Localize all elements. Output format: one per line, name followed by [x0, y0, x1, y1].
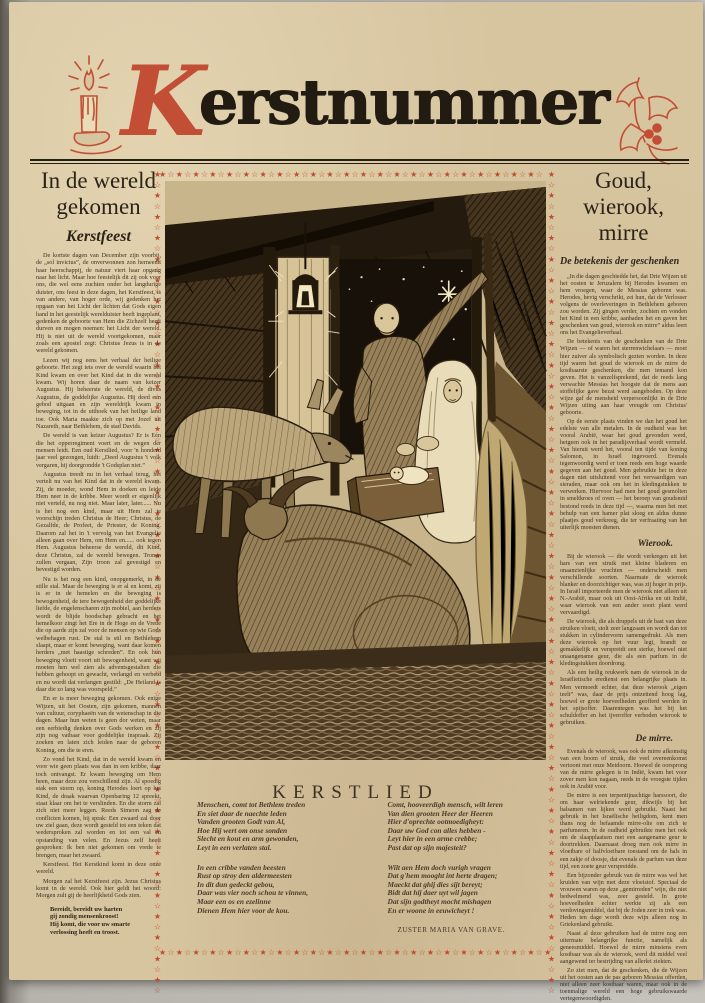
poem-line: In dit dun gedeckt gebou, — [197, 879, 275, 889]
newspaper-page — [9, 2, 703, 1003]
poem-line: Dat g'hem mooght int herte dragen; — [387, 871, 498, 881]
poem-line: En siet daar de naechte leden — [197, 808, 287, 818]
paragraph: Zo ziet men, dat de geschenken, die de Wijzen uit het oosten aan de pas geboren Messias offerden, niet alleen zeer kostbaar waren, maar ook in de toenmalige wereld een hoge gebruikswaarde vertegenwoordigden. — [560, 968, 687, 1003]
paragraph: Een bijzonder gebruik van de mirre was wel het kruiden van wijn met deze vloeistof. Speciaal de vrouwen waren op deze „gemirreden” wijn, die niet bedwelmend was, zeer gesteld. In grote hoeveelheden echter werkte zij als een verdovingsmiddel, dat bij de Joden zeer in trek was. Heden ten dage wordt deze wijn alleen nog in Griekenland gebruikt. — [560, 872, 687, 928]
paragraph: Augustus treedt nu in het verhaal terug, het vertelt nu van het Kind dat in de wereld kwam. Zij, de moeder, wond Hem in doeken en leide Hem neer in de kribbe. Meer wordt er eigenlijk niet verteld, nu nog niet. Maar later, later...... Nu is het nog een kind, maar uit Hem zal te voorschijn treden Christus de Heer; Christus, de Gezalfde, de Profeet, de Priester, de Koning. Daarom zal het in 't vervolg van het Evangelie alleen gaan over Hem, om Hem en...... ook tegen Hem. Augustus beheerse de wereld, dit Kind, deze Christus, zal de wereld bewegen. Tronen zullen vergaan, Zijn troon zal gevestigd en bevestigd worden. — [36, 470, 161, 574]
stanza — [388, 864, 543, 916]
poem-line: Comt, hooveerdigh mensch, wilt leren — [387, 800, 503, 809]
poem-line: Maeckt dat ghij dies sijt bereyt; — [387, 879, 483, 889]
paragraph: En er is meer beweging gekomen. Ook enige Wijzen, uit het Oosten, zijn gekomen, mannen van cultuur, coryphaeën van de wetenschap in die dagen. Maar hun weten is geen dor weten, maar een eerbiedig denken over Gods werken en zij zijn nog vatbaar voor goddelijke inspraak. Zij zoeken en laten zich leiden naar de geboren Koning, om die te eren. — [36, 695, 161, 754]
right-article-subtitle: De betekenis der geschenken — [560, 256, 680, 267]
poem-line: Bidt dat hij daer uyt wil jagen — [387, 888, 478, 898]
poem-line: Wilt aen Hem doch vurigh vragen — [387, 862, 491, 872]
paragraph: Op de eerste plaats vinden we dan het goud het edelste van alle metalen. In de oudheid was het vooral Arabië, waar het goud gevonden werd, hetgeen ook in het paradijsverhaal wordt vermeld. Van hieruit werd het, vooral ten tijde van koning Salomon, in Israël ingevoerd. Evenals tegenwoordig werd er toen reeds een hoge waarde gegeven aan het goud. Men gebruikte het in deze dagen niet uitsluitend voor het vervaardigen van sieraden, maar ook om het in kledingstukken te verwerken. Hiervoor had men het goud gesmolten in smeltkroes of oven — het beroep van goudsmid bestond reeds in deze tijd —, waarna men het met behulp van een hamer plat sloeg en aldus dunne plaatjes goud verkreeg, die ter verfraaiing van het uiterlijk moesten dienen. — [560, 418, 687, 531]
title-initial: K — [121, 45, 199, 158]
poem-signature: ZUSTER MARIA VAN GRAVE. — [397, 926, 506, 935]
poem-line: Hier d'oprechte ootmoedigheyt: — [387, 817, 484, 827]
paragraph: De betekenis van de geschenken van de Drie Wijzen — of waren het sterrenwichelaars — moet hier zuiver als symbolisch gezien worden. In deze tijd waren het goud de wierook en de mirre de kostbaarste geschenken, die men iemand kon geven. Het is vanzelfsprekend, dat de reeds lang verwachte Messias het hoogste dat de mens aan stoffelijke gave bezat werd aangeboden. Op deze wijze gaf de mensheid verpersoonlijkt in de Drie Wijzen uiting aan haar vreugde om Christus' geboorte. — [560, 339, 687, 416]
paragraph: Bij de wierook — die wordt verkregen uit het hars van een struik met kleine bladeren en onaanzienlijke vruchten — onderscheidt men verschillende soorten. Naarmate de wierook blanker en doorzichtiger was, was zij hoger in prijs. In Israël importeerde men de wierook niet alleen uit N.-Arabië, maar ook uit Oost-Afrika en uit Indië, waar wierook van een ander soort plant werd vervaardigd. — [560, 553, 687, 617]
poem-line: Daar was vier noch schou te vinnen, — [197, 888, 309, 898]
right-title-line1: Goud, wierook, — [582, 168, 665, 219]
stanza — [197, 864, 352, 916]
poem-line: In een cribbe vanden beesten — [197, 862, 286, 872]
paragraph: De kortste dagen van December zijn voorbij, de „sol invictus”, de onverwonnen zon herneemt haar heerschappij, de natuur viert haar opgang naar het licht. Maar hoe feestelijk dit zij ook voor ons, die wel eens zuchten onder het langdurige duister, ons feest in deze dagen, het Kerstfeest, is van andere, van hoger orde, wij gedenken het opgaan van het Licht der lichten dat Gods eigen hand in het geestelijk werelduister heeft ingeplant, gedenken de geboorte van Hem die Zichzelf heeft durven en mogen noemen: het Licht der wereld. Hij is niet uit de wereld voortgekomen, maar zoals een apostel zegt: Christus Jezus is in de wereld gekomen. — [36, 252, 161, 355]
poem-line: Leyt in een verlaten stal. — [197, 842, 272, 852]
paragraph: Evenals de wierook, was ook de mirre afkomstig van een boom of struik, die veel overeenkomst vertoont met onze Meidoorn. Hoewel de oorsprong van de mirre gelegen is in Indië, kwam het voor zover men kon nagaan, reeds in de vroegste tijden ook in Arabië voor. — [560, 748, 687, 791]
paragraph: De wereld is van keizer Augustus? Er is Eén die het opperregiment voert en de wegen der mensen leidt. Een oud Kerstlied, voor 'n honderd jaar veel gezongen, luidt: „Deed Augustus 't volk vergaren, hij doorgrondde 't Godsplan niet.” — [36, 432, 161, 469]
poem-line: Van dien grooten Heer der Heeren — [387, 808, 493, 818]
paragraph: Kerstfeest. Het Kerstkind komt in deze onze wereld. — [36, 860, 161, 876]
right-article — [560, 168, 687, 1003]
poem-line: Dienen Hem hier voor de kou. — [197, 905, 290, 915]
poem-column — [388, 801, 543, 934]
section-heading: De mirre. — [635, 733, 673, 744]
closing-verse — [50, 906, 161, 937]
star-border-bottom: ★☆★☆★☆★☆★☆★☆★☆★☆★☆★☆★☆★☆★☆★☆★☆★☆★☆★☆★☆★☆★☆★☆★☆★ — [159, 948, 553, 957]
poem-line: Hoe Hij wert om onse sonden — [197, 825, 288, 835]
masthead-area — [31, 45, 691, 160]
poem-line: En er woone in eeuwicheyt ! — [387, 905, 475, 915]
poem-line: Vanden grooten Godt van Al, — [197, 817, 286, 827]
verse-line: gij zondig mensenkroost! — [50, 913, 119, 921]
poem-line: Menschen, comt tot Bethlem treden — [197, 800, 306, 809]
poem-line: Past dat op sijn majesteit? — [387, 842, 467, 852]
poem-line: Slecht en kout en arm gewonden, — [197, 834, 299, 844]
left-article — [36, 168, 162, 997]
poem-column — [197, 801, 352, 934]
header-rule — [30, 159, 689, 161]
poem-line: Maar een os en ezelinne — [197, 896, 271, 906]
left-title-line1: In de wereld — [41, 168, 156, 193]
page-title — [121, 45, 608, 158]
paragraph: De mirre is een terpentijnachtige harssoort, die om haar welriekende geur, dikwijls bij het balsamen van lijken werd gebruikt. Naast het gebruik in het Israëlische heiligdom, kent men thans nog de befaamde mirre-olie om zich te parfumeren. In de oudheid gebruikte men het ook om de slaapplaatsen met een aangename geur te doortrekken. Daarnaast droeg men ook mirre in vloeibare of halfvloeibare toestand om de hals in een zakje of doosje, dat evenals de parfum van deze tijd, een zoete geur verspreidde. — [560, 793, 687, 870]
paragraph: Als een heilig reukwerk nam de wierook in de Israëlietische eredienst een belangrijke plaats in. Men vermoedt echter, dat deze wierook „eigen teelt” was, daar de prijs ontzettend hoog lag, hoewel er grote hoeveelheden geofferd werden in het spijsoffer. Daarentegen was het bij het schuldoffer en het ijveroffer verboden wierook te gebruiken. — [560, 670, 687, 726]
verse-line: Hij komt, die voor uw smarte — [50, 921, 131, 929]
left-title-line2: gekomen — [56, 194, 141, 219]
left-article-title — [36, 168, 161, 220]
poem-line: Rust op stroy den aldermeesten — [197, 871, 292, 881]
star-border-right: ★☆★☆★☆★☆★☆★☆★☆★☆★☆★☆★☆★☆★☆★☆★☆★☆★☆★☆★☆★☆★☆★☆★☆★☆★☆★☆★☆★☆★☆★☆★☆★☆★☆★☆★☆★☆★☆★☆★☆ — [547, 170, 556, 997]
star-border-left: ★☆★☆★☆★☆★☆★☆★☆★☆★☆★☆★☆★☆★☆★☆★☆★☆★☆★☆★☆★☆★☆★☆★☆★☆★☆★☆★☆★☆★☆★☆★☆★☆★☆★☆★☆★☆★☆★☆★☆ — [153, 170, 162, 997]
right-article-title — [560, 168, 687, 246]
paragraph: Naast al deze gebruiken had de mirre nog een uitermate belangrijke functie, namelijk als geneesmiddel. Hoewel de mirre minstens even kostbaar was als de wierook, werd dit middel veel aangewend ter bestrijding van allerlei ziekten. — [560, 930, 687, 966]
header-rule-2 — [30, 163, 689, 164]
paragraph: Nu is het nog een kind, onopgemerkt, in de stille stal. Maar de beweging is er al en komt, zij is er in de hemelen en die beweging is bewogenheid, de tere bewogenheid der goddelijke liefde, de engelenscharen zijn mobiel, aan herders wordt de blijde boodschap gebracht en het hemelkoor zingt het Ere in de Hoge en de Vrede die op aarde zijn zal voor de mensen op wie Gods welbehagen rust. De stal is stil en Bethlehem slaapt, maar er komt beweging, want daar komen herders „met haastige schreden”. En ook hun beweging vloeit voort uit bewogenheid, want wij moeten hen wel zien als adventsgestalten die hebben gehoopt en gewacht, verlangd en verbeid en nu wordt dat verlangen gestild: „De Heiland is daar die zo lang was voorspeld.” — [36, 575, 161, 693]
paragraph: De wierook, die als druppels uit de bast van deze struiken vloeit, stolt zeer langzaam en wordt dan tot stukken in cylindervorm samengedrukt. Als men deze wierook op het vuur legt, brandt ze gemakkelijk en verspreidt een sterke, hoewel niet onaangename geur, die als een parfum in de kledingstukken doordrong. — [560, 619, 687, 668]
holly-icon — [605, 72, 691, 168]
poem — [197, 801, 542, 934]
poem-line: Daar uw God con alles hebben - — [387, 825, 486, 835]
left-article-subtitle: Kerstfeest — [66, 228, 131, 245]
verse-line: Bereidt, bereidt uw harten — [50, 905, 123, 913]
right-title-line2: mirre — [598, 220, 649, 245]
title-rest: erstnummer — [198, 65, 608, 138]
poem-title: KERSTLIED — [272, 781, 439, 803]
stanza — [388, 801, 543, 853]
section-heading: Wierook. — [637, 538, 673, 549]
nativity-illustration — [165, 181, 546, 760]
poem-line: Leyt hier in een arme crebbe; — [387, 834, 478, 844]
verse-line: verlossing heeft en troost. — [50, 928, 120, 936]
stanza — [197, 801, 352, 853]
paragraph: Zo vond het Kind, dat in de wereld kwam en voor wie geen plaats was dan in een kribbe, daar toch ontvangst. Er kwam beweging om Hem heen, maar deze zou verschillend zijn. Al spoedig stak een storm op, koning Herodes loert op het Kind, de draak waarvan Openbaring 12 spreekt, staat klaar om het te verslinden. En die storm zal zich niet meer leggen. Reeds Simeon zag de conflicten komen, hij sprak: Een zwaard zal door uw ziel gaan, deze wordt gesteld tot een teken dat wedersproken zal worden en tot een val en opstanding van velen. En Jezus zelf heeft gesproken: Ik ben niet gekomen om vrede te brengen, maar het zwaard. — [36, 756, 161, 859]
poem-line: Dat sijn godtheyt mocht mishagen — [387, 896, 492, 906]
paragraph: Lezen wij nog eens het verhaal der heilige geboorte. Het zegt iets over de wereld waarin het Kind kwam en over het Kind dat in die wereld kwam. Wij horen daar de naam van keizer Augustus. Hij beheerste de wereld, de divus Augustus, de goddelijke Augustus. Hij deed een gebod uitgaan en zijn wereldrijk kwam in beweging, tot in de uithoek van het heilige land toe. Ook Maria maakte zich op met Jozef uit Nazareth, naar Bethlehem, de stad Davids. — [36, 356, 161, 430]
right-column-body — [560, 274, 687, 1003]
left-column-body — [36, 252, 161, 900]
star-border-top: ★☆★☆★☆★☆★☆★☆★☆★☆★☆★☆★☆★☆★☆★☆★☆★☆★☆★☆★☆★☆★☆★☆★☆ — [159, 170, 545, 179]
paragraph: Morgen zal het Kerstfeest zijn. Jezus Christus komt in de wereld. Ook hier geldt het woord: Morgen zult gij de heerlijkheid Gods zien. — [36, 877, 161, 900]
paragraph: „In die dagen geschiedde het, dat Drie Wijzen uit het oosten te Jeruzalem bij Herodes kwamen en hem vroegen, waar de Messias geboren was. Herodes, hevig verschrikt, zei hun, dat de Verlosser volgens de overleveringen in Bethlehem geboren zou worden. Zij gingen verder, zochten en vonden het Kind in een kribbe, aanbaden het en gaven het geschenken van goud, wierook en mirre” aldus leert ons het Evangelieverhaal. — [560, 274, 687, 337]
